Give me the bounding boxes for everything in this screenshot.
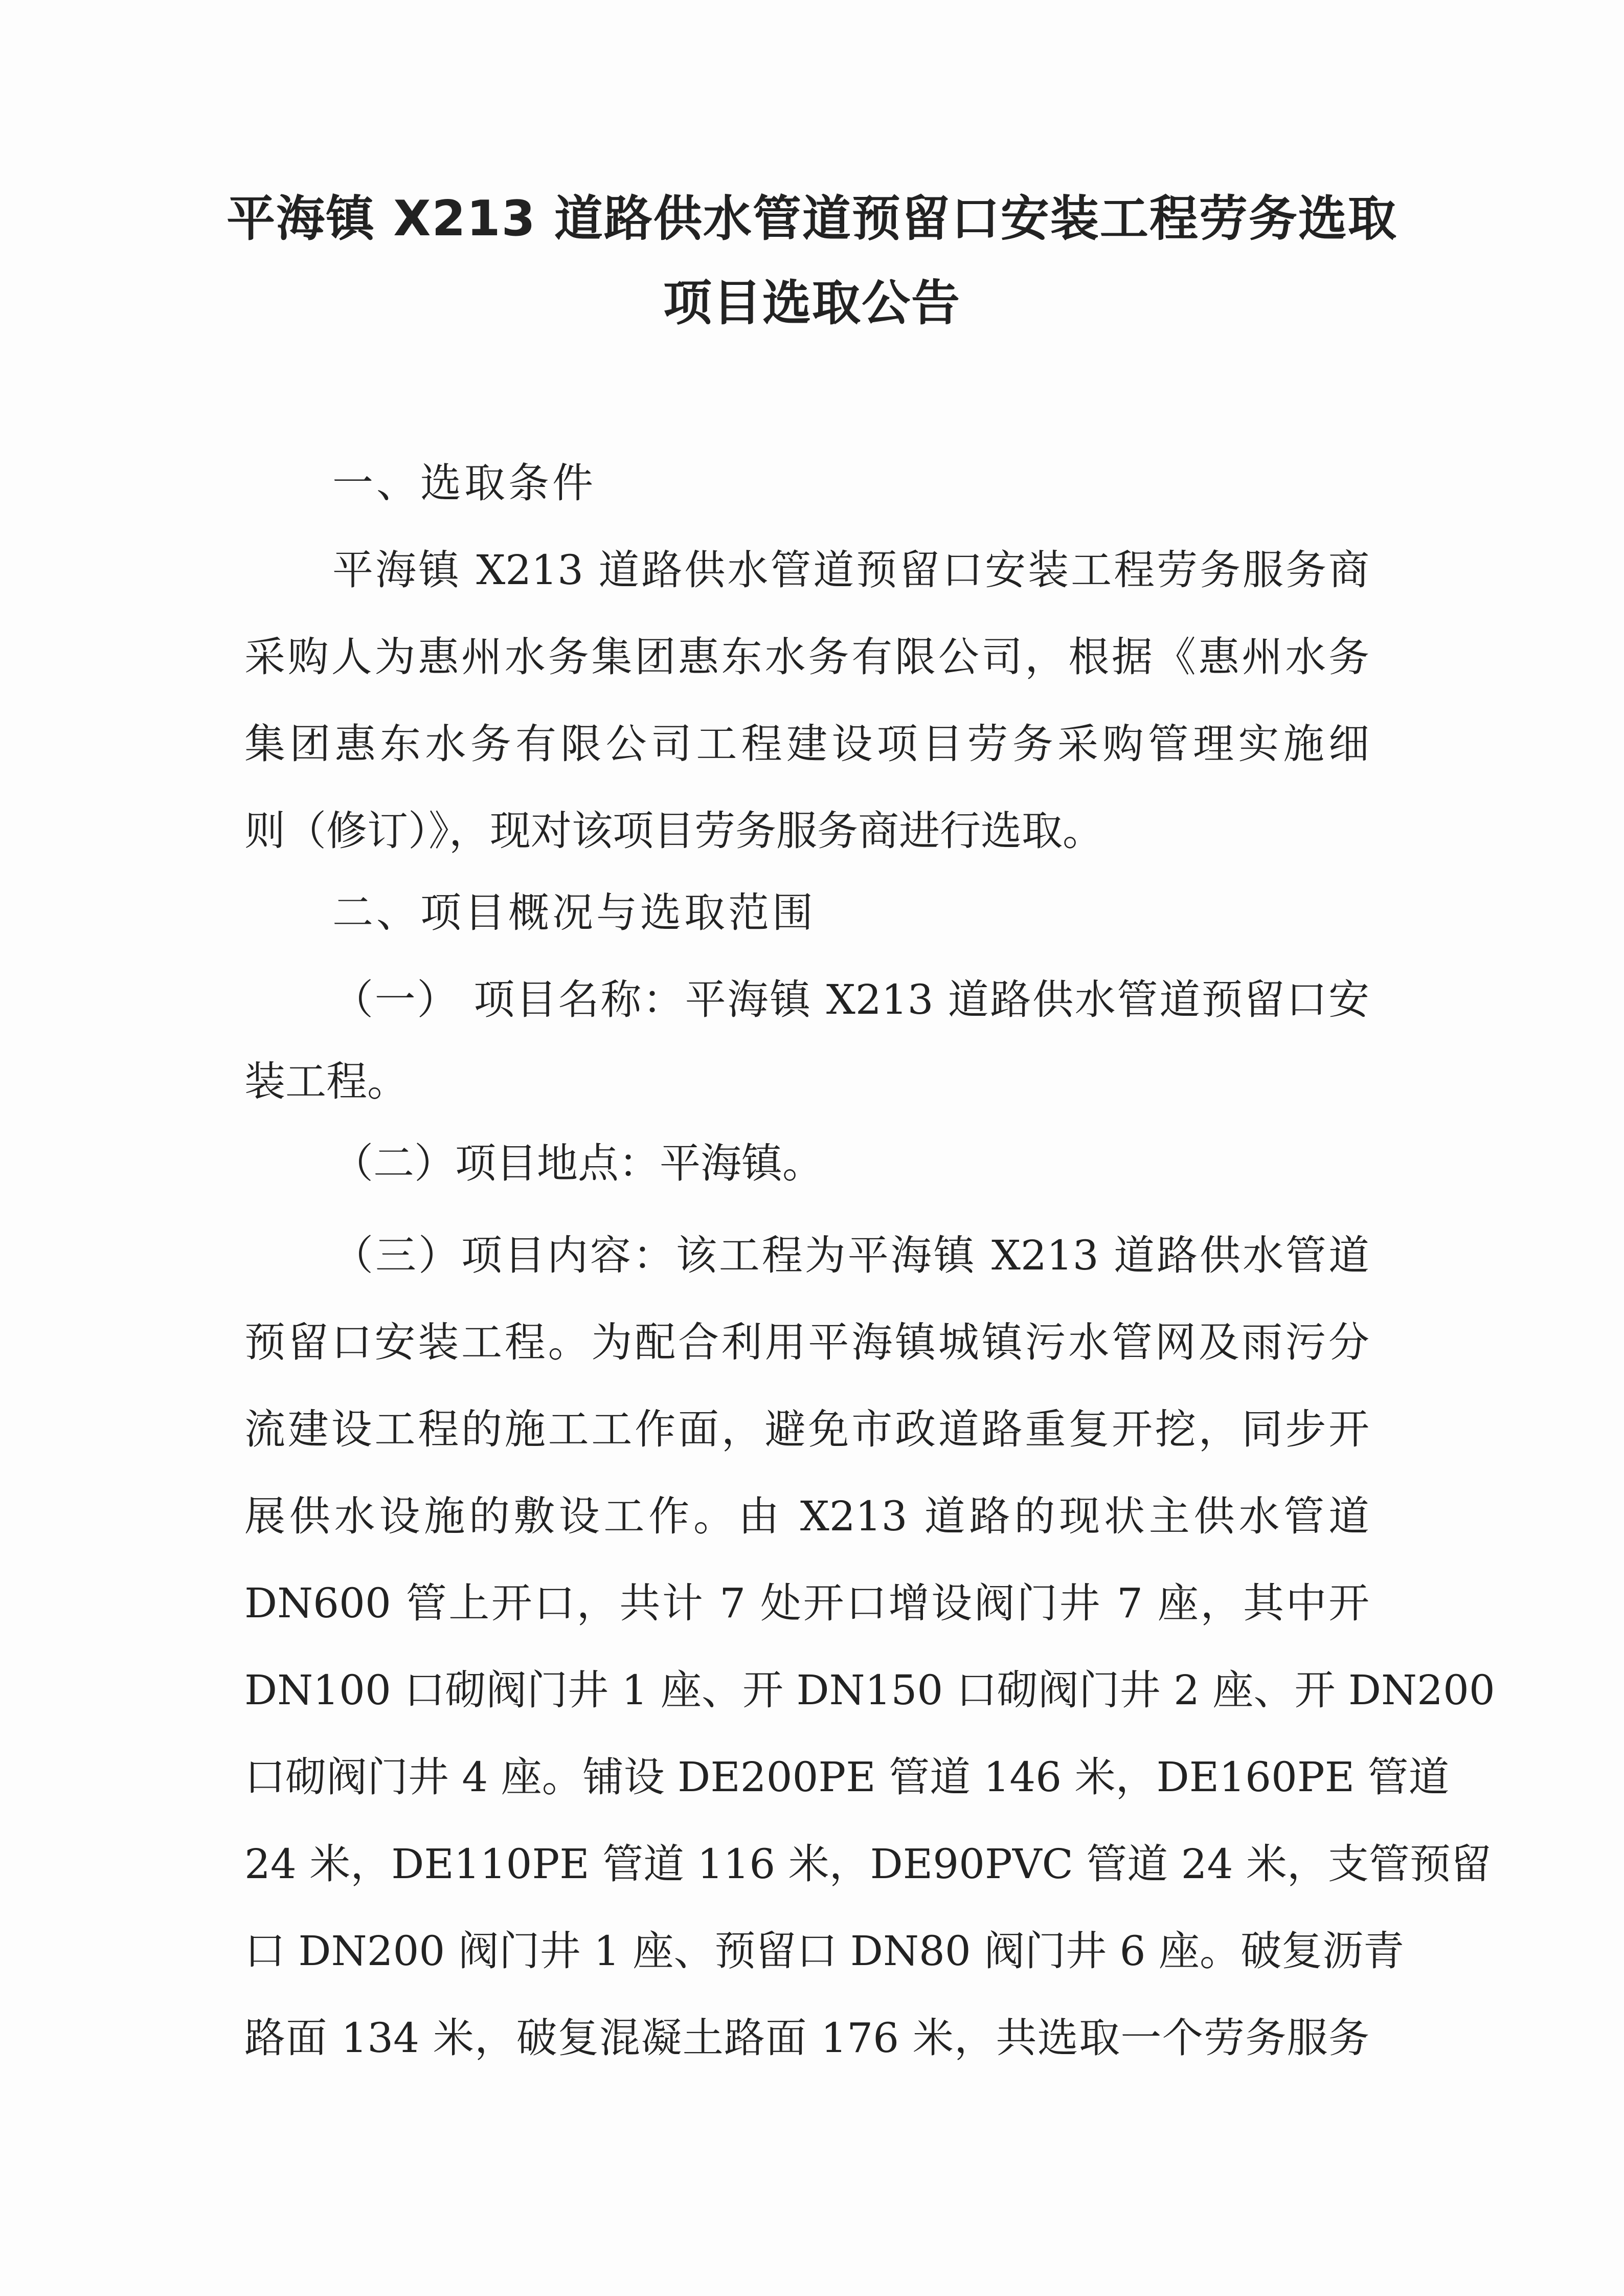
paragraph-line: 则（修订）》，现对该项目劳务服务商进行选取。	[244, 807, 1103, 855]
paragraph-line: DN100 口砌阀门井 1 座、开 DN150 口砌阀门井 2 座、开 DN200	[244, 1666, 1495, 1714]
paragraph-line: （一） 项目名称：平海镇 X213 道路供水管道预留口安	[332, 976, 1369, 1023]
paragraph-line: （二）项目地点：平海镇。	[332, 1140, 823, 1187]
paragraph-line: 预留口安装工程。为配合利用平海镇城镇污水管网及雨污分	[244, 1319, 1369, 1366]
paragraph-line: 路面 134 米，破复混凝土路面 176 米，共选取一个劳务服务	[244, 2014, 1369, 2062]
paragraph-line: DN600 管上开口，共计 7 处开口增设阀门井 7 座，其中开	[244, 1579, 1369, 1627]
paragraph-line: 口 DN200 阀门井 1 座、预留口 DN80 阀门井 6 座。破复沥青	[244, 1927, 1405, 1975]
paragraph-line: 展供水设施的敷设工作。由 X213 道路的现状主供水管道	[244, 1492, 1369, 1540]
document-title-line-1: 平海镇 X213 道路供水管道预留口安装工程劳务选取	[227, 191, 1397, 247]
paragraph-line: 24 米，DE110PE 管道 116 米，DE90PVC 管道 24 米，支管预留	[244, 1840, 1492, 1888]
paragraph-line: 采购人为惠州水务集团惠东水务有限公司，根据《惠州水务	[244, 633, 1369, 681]
section-heading-selection-conditions: 一、选取条件	[332, 459, 596, 507]
paragraph-line: 流建设工程的施工工作面，避免市政道路重复开挖，同步开	[244, 1406, 1369, 1453]
paragraph-line: 集团惠东水务有限公司工程建设项目劳务采购管理实施细	[244, 720, 1369, 768]
paragraph-line: （三）项目内容：该工程为平海镇 X213 道路供水管道	[332, 1232, 1369, 1279]
section-heading-project-overview: 二、项目概况与选取范围	[332, 889, 816, 937]
paragraph-line: 装工程。	[244, 1058, 408, 1105]
paragraph-line: 平海镇 X213 道路供水管道预留口安装工程劳务服务商	[332, 546, 1369, 594]
paragraph-line: 口砌阀门井 4 座。铺设 DE200PE 管道 146 米，DE160PE 管道	[244, 1753, 1450, 1801]
document-title-line-2: 项目选取公告	[663, 275, 961, 331]
